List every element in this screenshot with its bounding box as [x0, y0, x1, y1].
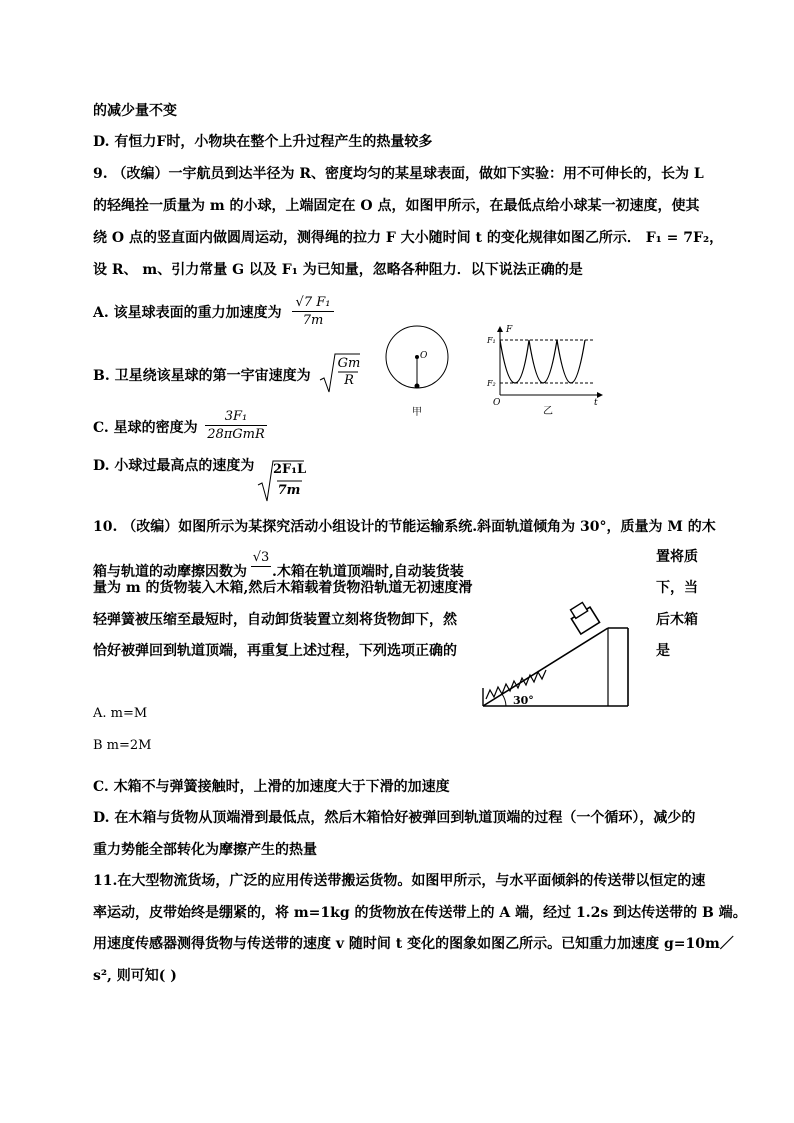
- yi-label-f1: F₁: [487, 336, 496, 345]
- formula-a-numerator: √7 F₁: [295, 295, 331, 310]
- yi-label-f2: F₂: [487, 379, 496, 388]
- formula-c-numerator: 3F₁: [224, 409, 248, 424]
- figure-incline: [478, 600, 638, 712]
- formula-b-numerator: Gm: [337, 356, 361, 371]
- q11-line4: s², 则可知( ): [93, 968, 177, 984]
- q9-line4: 设 R、 m、引力常量 G 以及 F₁ 为已知量，忽略各种阻力．以下说法正确的是: [93, 262, 583, 278]
- q9-option-b: B. 卫星绕该星球的第一宇宙速度为: [93, 368, 311, 384]
- yi-origin: O: [493, 398, 501, 408]
- q10-line4-left: 轻弹簧被压缩至最短时，自动卸货装置立刻将货物卸下，然: [93, 612, 457, 628]
- q10-line5-left: 恰好被弹回到轨道顶端，再重复上述过程，下列选项正确的: [93, 643, 457, 659]
- q9-line1: 9. （改编）一宇航员到达半径为 R、密度均匀的某星球表面，做如下实验：用不可伸长的，长为 L: [93, 166, 704, 182]
- yi-caption: 乙: [543, 406, 553, 417]
- q11-line3: 用速度传感器测得货物与传送带的速度 v 随时间 t 变化的图象如图乙所示。已知重力加速度 g=10m／: [93, 936, 734, 952]
- q10-line1: 10. （改编）如图所示为某探究活动小组设计的节能运输系统.斜面轨道倾角为 30°，质量为 M 的木: [93, 519, 716, 535]
- q10-option-a: A. m=M: [93, 706, 148, 721]
- q10-line4-right: 后木箱: [656, 612, 698, 628]
- jia-label-o: O: [420, 351, 428, 361]
- q10-option-d-line1: D. 在木箱与货物从顶端滑到最低点，然后木箱恰好被弹回到轨道顶端的过程（一个循环），减少的: [93, 810, 696, 826]
- formula-b-denominator: R: [344, 373, 354, 388]
- option-d-previous: D. 有恒力F时，小物块在整个上升过程产生的热量较多: [93, 134, 433, 150]
- q9-formula-d: [273, 461, 305, 499]
- q10-option-b: B m=2M: [93, 738, 152, 753]
- incline-angle-label: 30°: [513, 694, 534, 707]
- q10-line3-left: 量为 m 的货物装入木箱,然后木箱载着货物沿轨道无初速度滑: [93, 580, 473, 596]
- yi-axis-t: t: [594, 398, 598, 408]
- q9-formula-b: [336, 355, 362, 389]
- q9-line3: 绕 O 点的竖直面内做圆周运动，测得绳的拉力 F 大小随时间 t 的变化规律如图乙所示． F₁ = 7F₂，: [93, 230, 724, 246]
- formula-a-denominator: 7m: [302, 313, 324, 328]
- formula-c-denominator: 28πGmR: [207, 427, 265, 442]
- q11-line1: 11.在大型物流货场，广泛的应用传送带搬运货物。如图甲所示，与水平面倾斜的传送带以恒定的速: [93, 873, 706, 889]
- yi-axis-f: F: [506, 325, 513, 335]
- q9-option-d: D. 小球过最高点的速度为: [93, 458, 255, 474]
- q9-formula-c: [205, 408, 267, 443]
- q9-option-a: A. 该星球表面的重力加速度为: [93, 305, 282, 321]
- q11-line2: 率运动，皮带始终是绷紧的，将 m=1kg 的货物放在传送带上的 A 端，经过 1.2s 到达传送带的 B 端。: [93, 905, 747, 921]
- q9-formula-a: [292, 294, 334, 329]
- formula-d-denominator: 7m: [277, 483, 301, 498]
- q9-line2: 的轻绳拴一质量为 m 的小球，上端固定在 O 点，如图甲所示，在最低点给小球某一初速度，使其: [93, 198, 700, 214]
- q10-line2-right: 置将质: [656, 549, 698, 565]
- jia-caption: 甲: [412, 407, 422, 418]
- q10-line3-right: 下，当: [656, 580, 698, 596]
- q10-option-d-line2: 重力势能全部转化为摩擦产生的热量: [93, 842, 317, 858]
- q10-line2-mid: .木箱在轨道顶端时,自动装货装: [272, 564, 464, 580]
- q10-line5-right: 是: [656, 643, 670, 659]
- figure-jia-circle: [385, 325, 455, 425]
- formula-d-numerator: 2F₁L: [273, 462, 307, 477]
- figure-yi-graph: [485, 325, 605, 417]
- q10-line2-left: 箱与轨道的动摩擦因数为: [93, 564, 247, 580]
- line-continuation: 的减少量不变: [93, 103, 177, 119]
- q10-option-c: C. 木箱不与弹簧接触时，上滑的加速度大于下滑的加速度: [93, 779, 450, 795]
- mu-numerator: √3: [252, 550, 270, 565]
- q9-option-c: C. 星球的密度为: [93, 420, 198, 436]
